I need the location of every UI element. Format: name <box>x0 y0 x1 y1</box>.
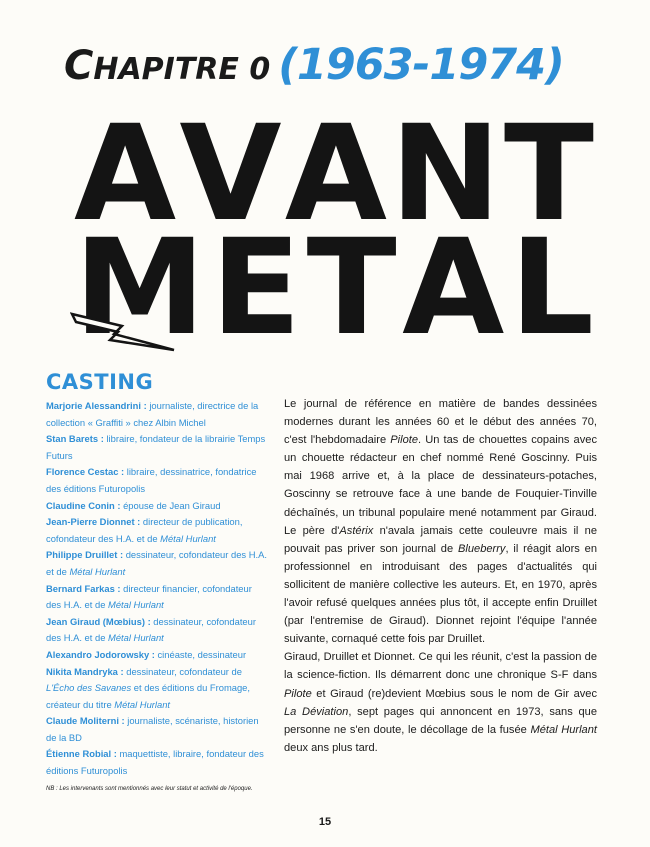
list-item: Nikita Mandryka : dessinateur, cofondateur de L'Écho des Savanes et des éditions du Fromage, créateur du titre Métal Hurlant <box>46 665 251 710</box>
list-item: Claude Moliterni : journaliste, scénariste, historien de la BD <box>46 715 259 743</box>
list-item: Marjorie Alessandrini : journaliste, directrice de la collection « Graffiti » chez Albin Michel <box>46 400 259 428</box>
chapter-label-initial: C <box>64 43 94 89</box>
chapter-years: (1963-1974) <box>278 40 564 90</box>
title-line-avant <box>74 97 594 251</box>
list-item: Étienne Robial : maquettiste, libraire, fondateur des éditions Futuropolis <box>46 748 264 777</box>
list-item: Jean-Pierre Dionnet : directeur de publication, cofondateur des H.A. et de Métal Hurlant <box>46 516 243 544</box>
title-letter: A <box>284 97 387 251</box>
page-number: 15 <box>318 816 332 828</box>
list-item: Bernard Farkas : directeur financier, cofondateur des H.A. et de Métal Hurlant <box>46 582 252 611</box>
title-letter: A <box>74 97 177 251</box>
list-item: Florence Cestac : libraire, dessinatrice, fondatrice des éditions Futuropolis <box>46 466 257 494</box>
list-item: Philippe Druillet : dessinateur, cofondateur des H.A. et de Métal Hurlant <box>46 549 267 577</box>
article-body <box>284 395 597 757</box>
casting-list <box>46 398 268 780</box>
article-paragraph: Le journal de référence en matière de bandes dessinées modernes durant les années 60 et le début des années 70, c'est l'hebdomadaire Pilote. Un tas de chouettes copains avec un chouette rédacteur en chef nommé René Goscinny. Puis mai 1968 arrive et, à la place de dessinateurs-potaches, Goscinny se retrouve face à une bande de Fouquier-Tinville déchaînés, un tribunal populaire mené notamment par Giraud. Le père d'Astérix n'avala jamais cette couleuvre mais il ne pouvait pas priver son journal de Blueberry, il réagit alors en professionnel en introduisant des pages d'actualités qui sollicitent de manière collective les auteurs. Et, en 1970, après l'avoir refusé quelques années plus tôt, il accepte enfin Druillet (par l'entremise de Giraud). Dionnet rejoint l'équipe l'année suivante, cornaqué cette fois par Druillet. <box>284 398 598 646</box>
article-paragraph: Giraud, Druillet et Dionnet. Ce qui les réunit, c'est la passion de la science-fiction. Ils démarrent donc une chronique S-F dans Pilote et Giraud (re)devient Mœbius sous le nom de Gir avec La Déviation, sept pages qui annoncent en 1973, sans que personne ne s'en doute, le décollage de la fusée Métal Hurlant deux ans plus tard. <box>284 651 597 754</box>
title-letter: T <box>306 211 397 365</box>
title-letter: L <box>509 211 594 365</box>
title-letter: A <box>402 211 505 365</box>
chapter-label <box>64 43 270 89</box>
chapter-label-rest: HAPITRE 0 <box>93 52 271 87</box>
casting-title: CASTING <box>46 370 154 394</box>
list-item: Claudine Conin : épouse de Jean Giraud <box>46 499 221 511</box>
title-letter: E <box>210 211 302 365</box>
list-item: Stan Barets : libraire, fondateur de la librairie Temps Futurs <box>46 433 266 461</box>
casting-note: NB : Les intervenants sont mentionnés avec leur statut et activité de l'époque. <box>46 786 253 792</box>
title-letter: T <box>503 97 594 251</box>
title-letter: V <box>179 97 282 251</box>
list-item: Jean Giraud (Mœbius) : dessinateur, cofondateur des H.A. et de Métal Hurlant <box>46 615 256 644</box>
lightning-bolt-icon <box>70 300 180 360</box>
title-letter: M <box>74 211 206 365</box>
list-item: Alexandro Jodorowsky : cinéaste, dessinateur <box>46 648 247 660</box>
chapter-heading <box>64 40 604 90</box>
title-letter: N <box>390 97 501 251</box>
